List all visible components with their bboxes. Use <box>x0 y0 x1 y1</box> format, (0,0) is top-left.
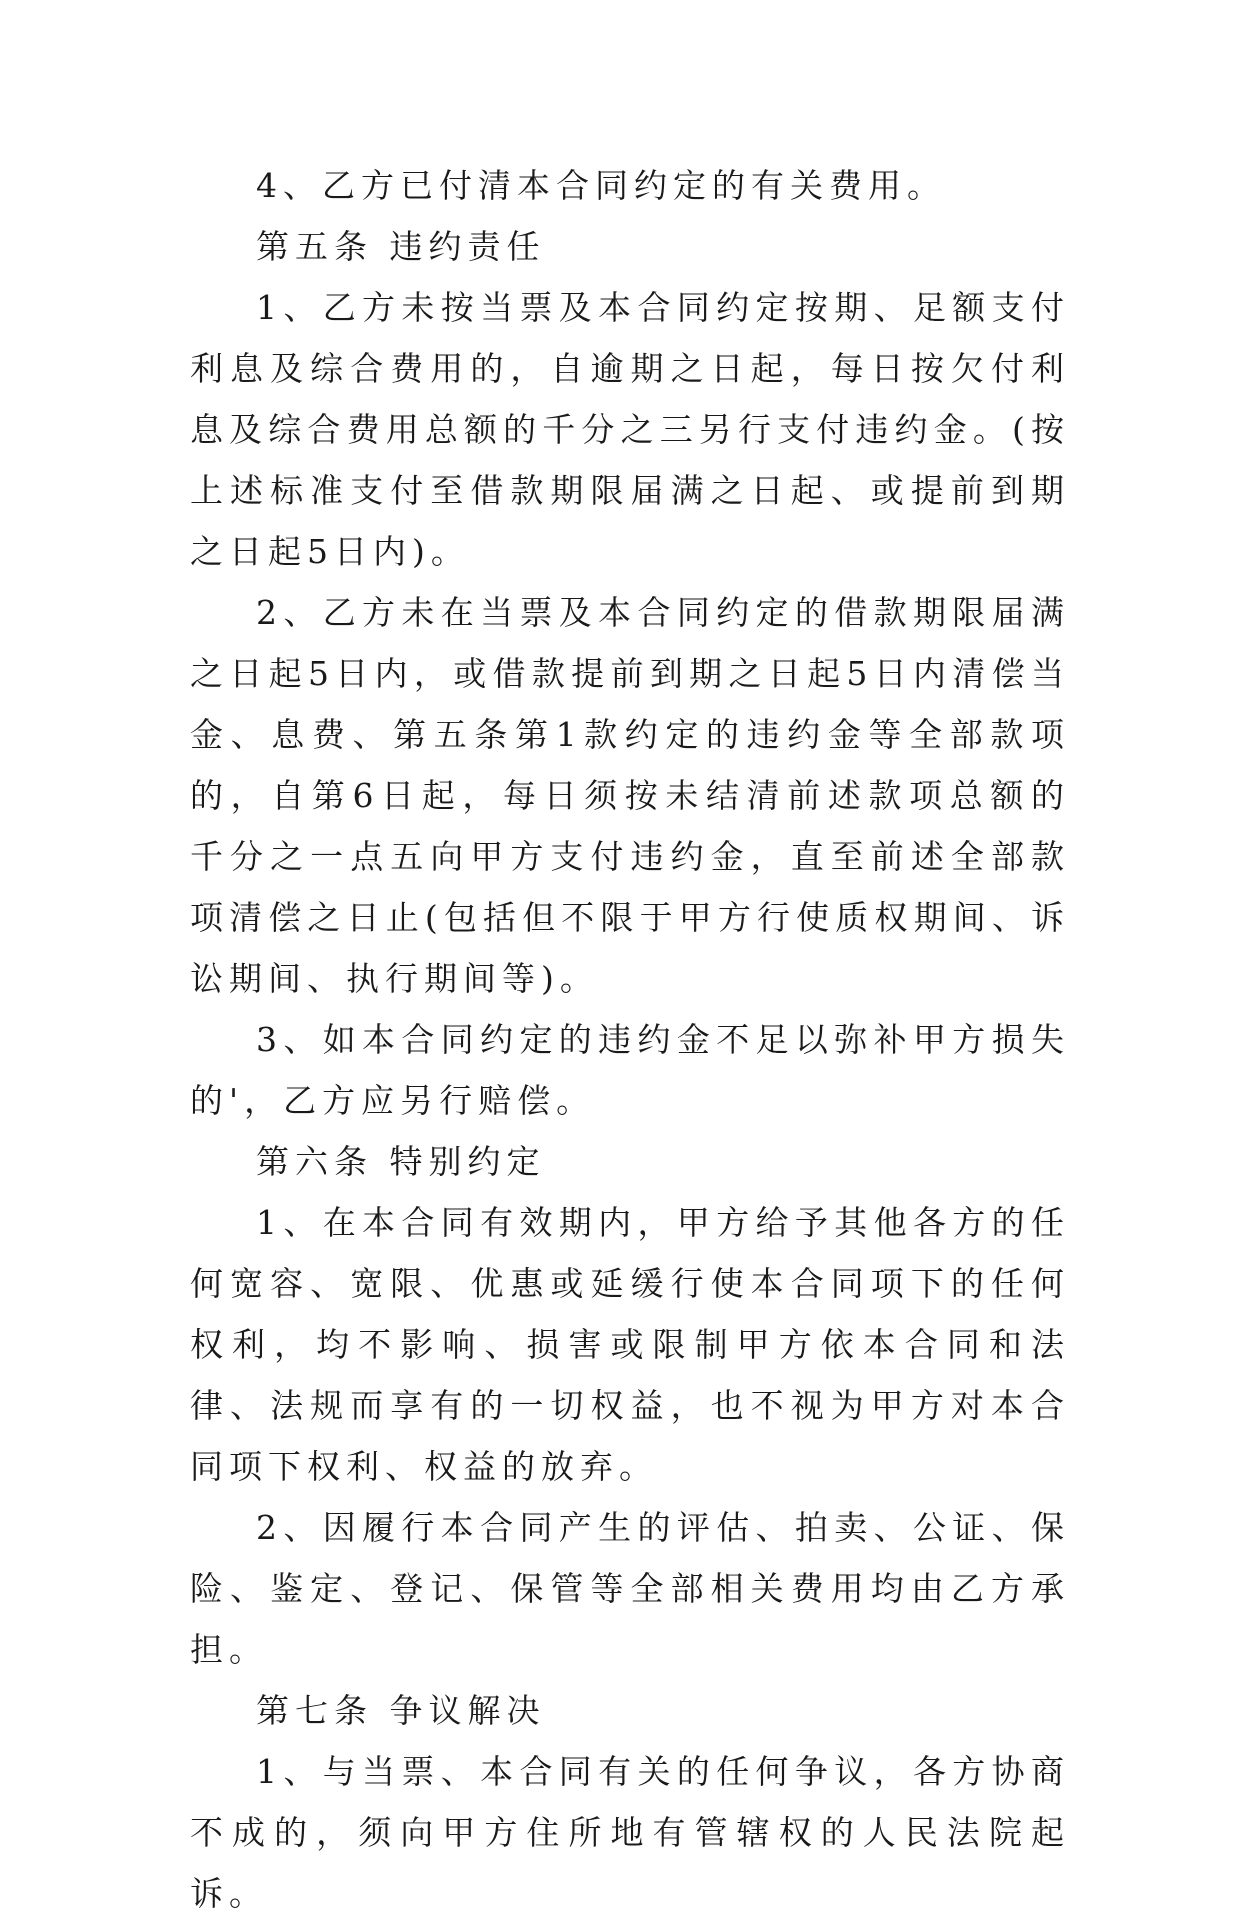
article-5-item-1: 1、乙方未按当票及本合同约定按期、足额支付利息及综合费用的，自逾期之日起，每日按欠付利息及综合费用总额的千分之三另行支付违约金。(按上述标准支付至借款期限届满之日起、或提前到期之日起5日内)。 <box>190 288 1070 571</box>
article-5-item-3: 3、如本合同约定的违约金不足以弥补甲方损失的'，乙方应另行赔偿。 <box>190 1020 1070 1120</box>
article-6-heading: 第六条 特别约定 <box>256 1142 546 1181</box>
clause-4-paid-fees: 4、乙方已付清本合同约定的有关费用。 <box>256 166 946 205</box>
article-5-heading: 第五条 违约责任 <box>256 227 546 266</box>
document-body <box>190 155 1070 1924</box>
article-7-heading: 第七条 争议解决 <box>256 1691 546 1730</box>
article-6-item-1: 1、在本合同有效期内，甲方给予其他各方的任何宽容、宽限、优惠或延缓行使本合同项下的任何权利，均不影响、损害或限制甲方依本合同和法律、法规而享有的一切权益，也不视为甲方对本合同项下权利、权益的放弃。 <box>190 1203 1070 1486</box>
article-7-item-1: 1、与当票、本合同有关的任何争议，各方协商不成的，须向甲方住所地有管辖权的人民法院起诉。 <box>190 1752 1070 1913</box>
article-6-item-2: 2、因履行本合同产生的评估、拍卖、公证、保险、鉴定、登记、保管等全部相关费用均由乙方承担。 <box>190 1508 1070 1669</box>
article-5-item-2: 2、乙方未在当票及本合同约定的借款期限届满之日起5日内，或借款提前到期之日起5日内清偿当金、息费、第五条第1款约定的违约金等全部款项的，自第6日起，每日须按未结清前述款项总额的千分之一点五向甲方支付违约金，直至前述全部款项清偿之日止(包括但不限于甲方行使质权期间、诉讼期间、执行期间等)。 <box>190 593 1070 998</box>
